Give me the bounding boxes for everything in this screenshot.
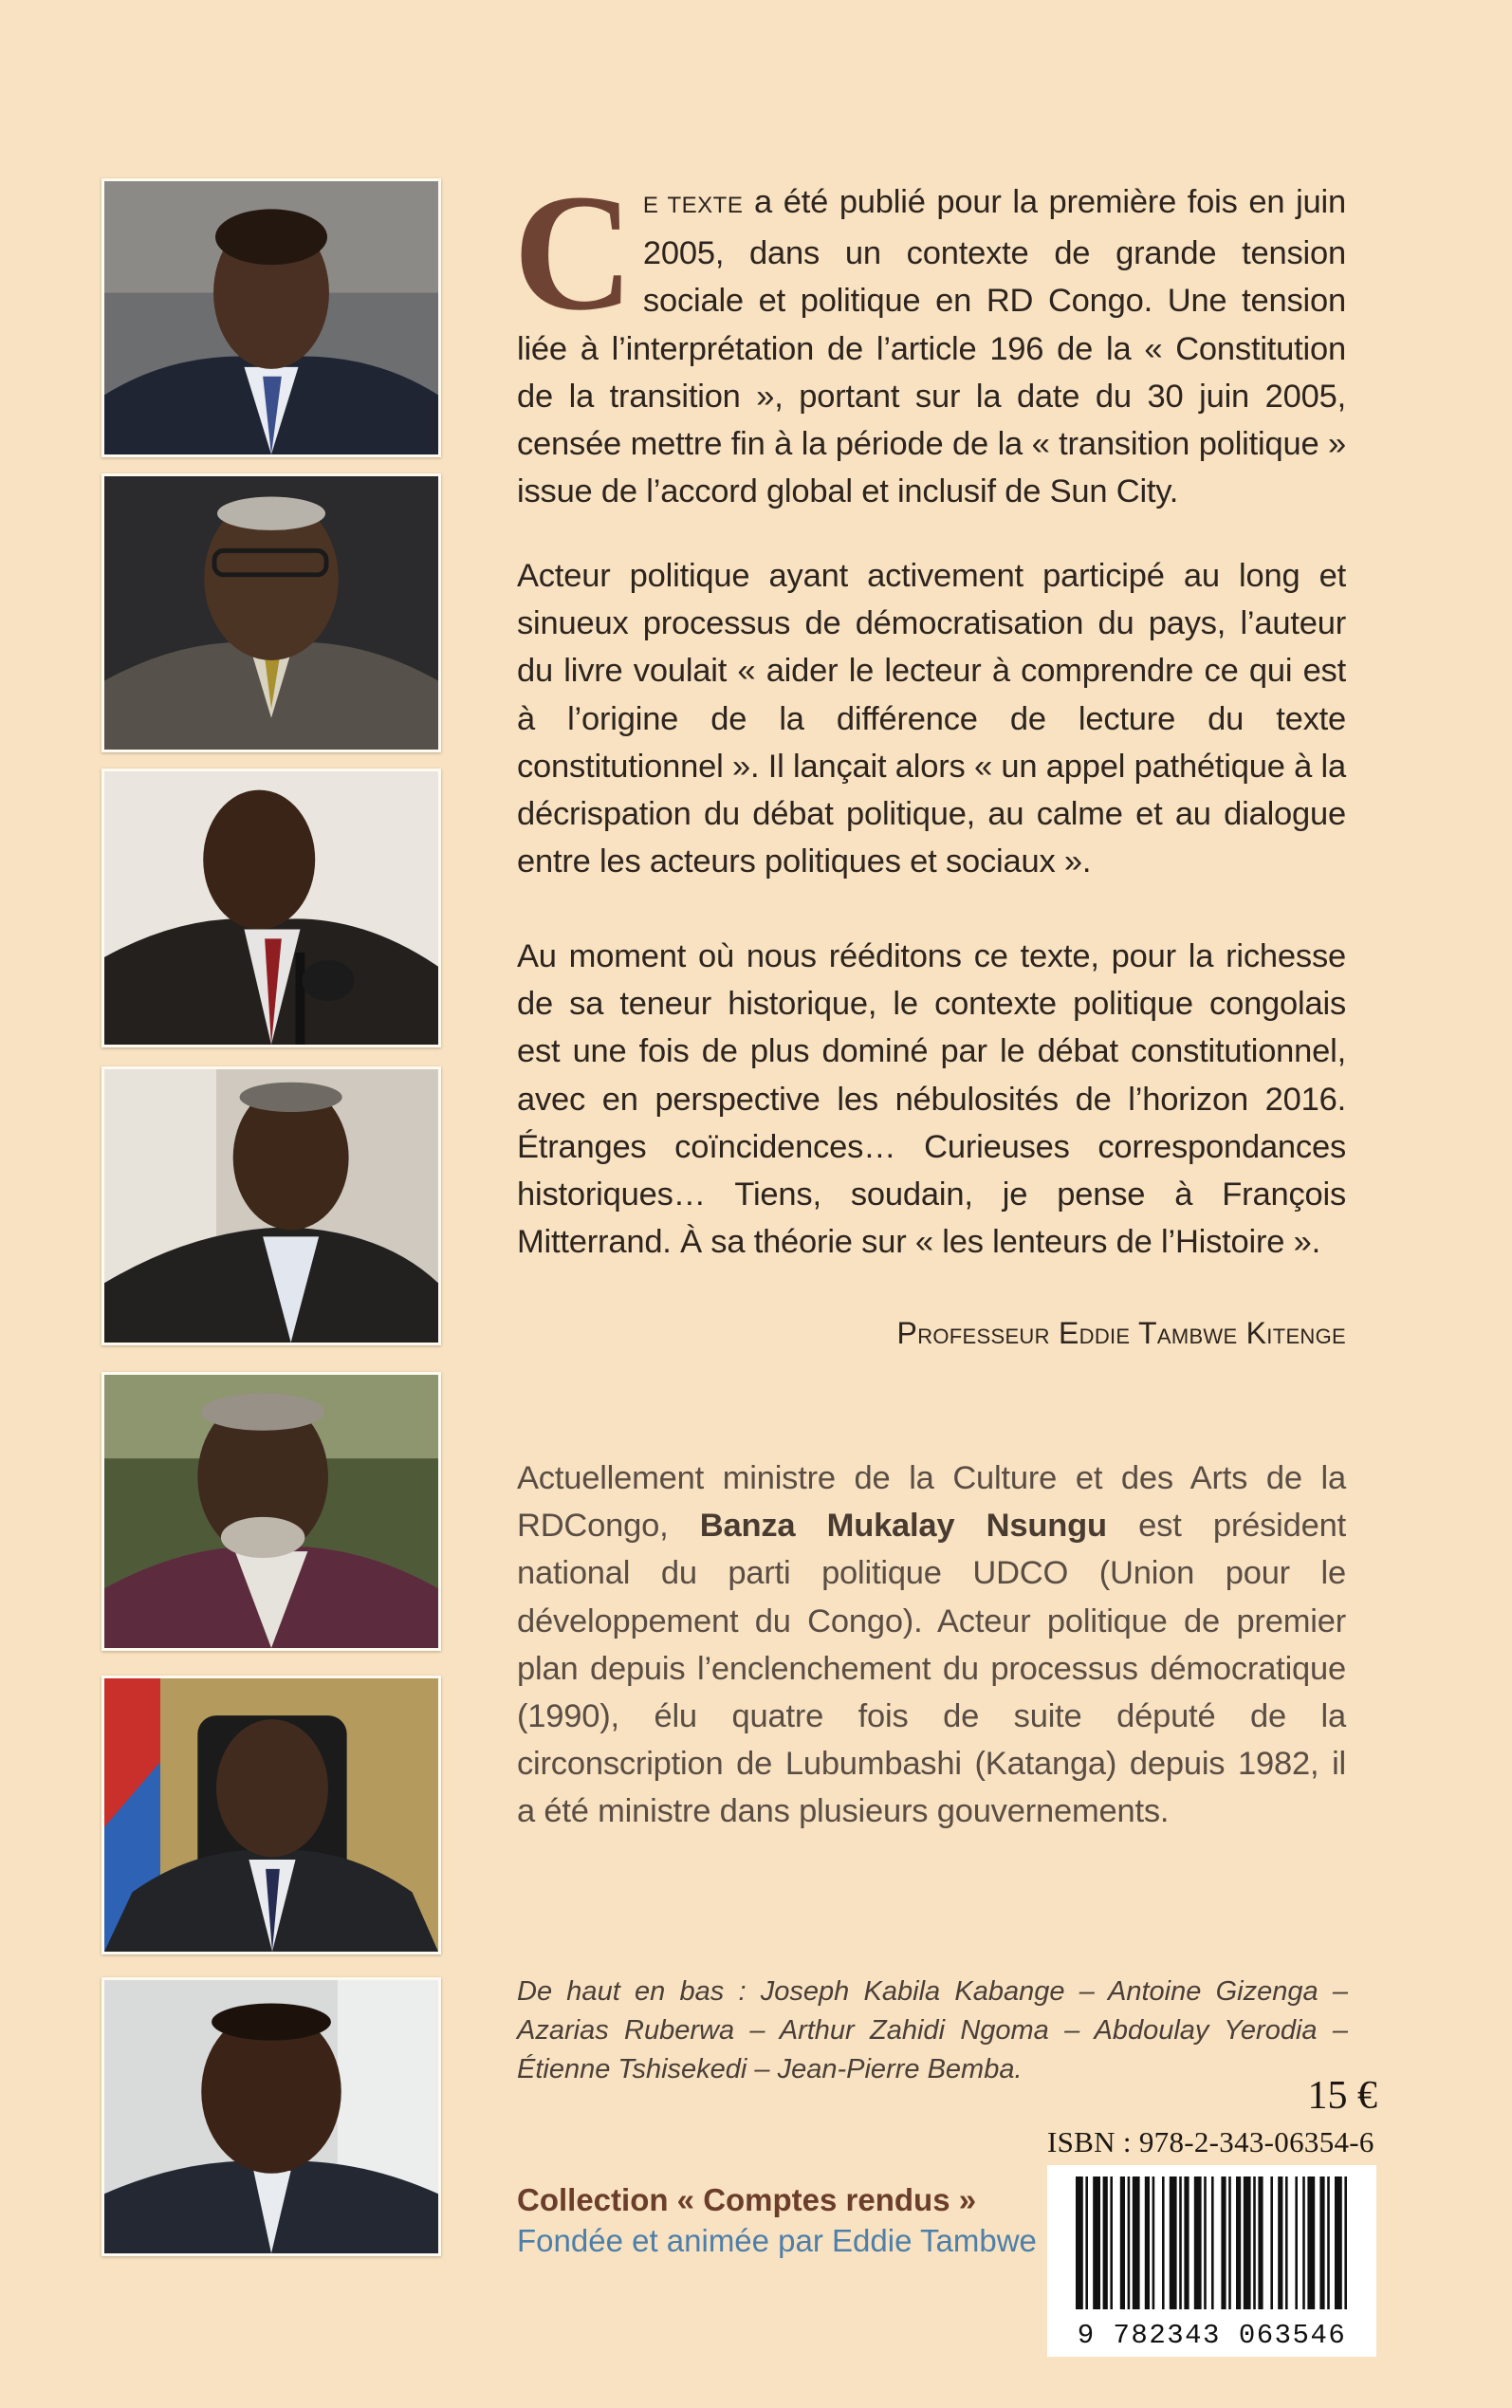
barcode	[1047, 2165, 1376, 2357]
portrait-photo-3	[101, 769, 441, 1047]
bio-before: Actuellement ministre de la Culture et des Arts de la RDCongo,	[517, 1460, 1346, 1545]
barcode-bar	[1285, 2176, 1288, 2309]
barcode-bar	[1270, 2176, 1273, 2309]
barcode-bar	[1307, 2176, 1315, 2309]
intro-block-2	[517, 552, 1346, 885]
author-bio	[517, 1454, 1346, 1836]
portrait-photo-4	[101, 1066, 441, 1345]
barcode-bar	[1258, 2176, 1263, 2309]
portrait-photo-6	[101, 1676, 441, 1954]
barcode-bar	[1110, 2176, 1113, 2309]
bio-after: est président national du parti politique UDCO (Union pour le développement du Congo). Acteur politique de premier plan depuis l’enclenchement du processus démocratique (1990), élu quatre fois de suite député de la circonscription de Lubumbashi (Katanga) depuis 1982, il a été ministre dans plusieurs gouvernements.	[517, 1508, 1346, 1830]
barcode-bar	[1295, 2176, 1298, 2309]
barcode-bar	[1236, 2176, 1241, 2309]
barcode-bar	[1194, 2176, 1202, 2309]
collection-subtitle: Fondée et animée par Eddie Tambwe	[517, 2223, 1037, 2258]
barcode-bar	[1152, 2176, 1155, 2309]
portrait-photo-1	[101, 178, 441, 457]
dropcap-letter: C	[513, 160, 634, 345]
barcode-bar	[1221, 2176, 1226, 2309]
barcode-digits: 9 782343 063546	[1077, 2320, 1347, 2351]
intro-paragraph-3: Au moment où nous rééditons ce texte, pour la richesse de sa teneur historique, le contexte politique congolais est une fois de plus dominé par le débat constitutionnel, avec en perspective les nébulosités de l’horizon 2016. Étranges coïncidences… Curieuses correspondances historiques… Tiens, soudain, je pense à François Mitterrand. À sa théorie sur « les lenteurs de l’Histoire ».	[517, 938, 1346, 1261]
barcode-bar	[1128, 2176, 1131, 2309]
barcode-bar	[1253, 2176, 1256, 2309]
portrait-photo-7	[101, 1977, 441, 2256]
barcode-bar	[1103, 2176, 1108, 2309]
barcode-bar	[1204, 2176, 1207, 2309]
barcode-bars	[1047, 2165, 1376, 2317]
barcode-bar	[1184, 2176, 1189, 2309]
portrait-photo-5	[101, 1372, 441, 1651]
barcode-bar	[1344, 2176, 1347, 2309]
barcode-bar	[1244, 2176, 1251, 2309]
bio-block	[517, 1454, 1346, 1836]
barcode-bar	[1145, 2176, 1150, 2309]
barcode-bar	[1162, 2176, 1165, 2309]
barcode-bar	[1085, 2176, 1088, 2309]
isbn: ISBN : 978-2-343-06354-6	[1047, 2125, 1374, 2158]
barcode-bar	[1228, 2176, 1231, 2309]
lead-smallcaps: E TEXTE	[642, 193, 744, 218]
intro-paragraph-1-text: a été publié pour la première fois en juin 2005, dans un contexte de grande tension sociale et politique en RD Congo. Une tension liée à l’interprétation de l’article 196 de la « Constitution de la transition », portant sur la date du 30 juin 2005, censée mettre fin à la période de la « transition politique » issue de l’accord global et inclusif de Sun City.	[517, 184, 1346, 510]
intro-block-3	[517, 933, 1346, 1266]
intro-block	[513, 160, 1346, 515]
barcode-bar	[1302, 2176, 1305, 2309]
price: 15 €	[1307, 2074, 1377, 2118]
barcode-bar	[1211, 2176, 1214, 2309]
barcode-bar	[1319, 2176, 1324, 2309]
portrait-photo-2	[101, 473, 441, 752]
barcode-bar	[1327, 2176, 1330, 2309]
barcode-bar	[1179, 2176, 1182, 2309]
collection-title: Collection « Comptes rendus »	[517, 2182, 977, 2217]
barcode-bar	[1093, 2176, 1100, 2309]
intro-paragraph-1	[513, 160, 1346, 515]
intro-paragraph-2: Acteur politique ayant activement participé au long et sinueux processus de démocratisation du pays, l’auteur du livre voulait « aider le lecteur à comprendre ce qui est à l’origine de la différence de lecture du texte constitutionnel ». Il lançait alors « un appel pathétique à la décrispation du débat politique, au calme et au dialogue entre les acteurs politiques et sociaux ».	[517, 558, 1346, 880]
barcode-bar	[1076, 2176, 1083, 2309]
photo-caption: De haut en bas : Joseph Kabila Kabange – Antoine Gizenga – Azarias Ruberwa – Arthur Zahidi Ngoma – Abdoulay Yerodia – Étienne Tshisekedi – Jean-Pierre Bemba.	[517, 1976, 1348, 2084]
signature: Professeur Eddie Tambwe Kitenge	[896, 1316, 1346, 1350]
barcode-bar	[1120, 2176, 1125, 2309]
barcode-bar	[1170, 2176, 1177, 2309]
barcode-bar	[1133, 2176, 1140, 2309]
barcode-bar	[1278, 2176, 1282, 2309]
author-name: Banza Mukalay Nsungu	[699, 1508, 1107, 1545]
barcode-bar	[1335, 2176, 1342, 2309]
